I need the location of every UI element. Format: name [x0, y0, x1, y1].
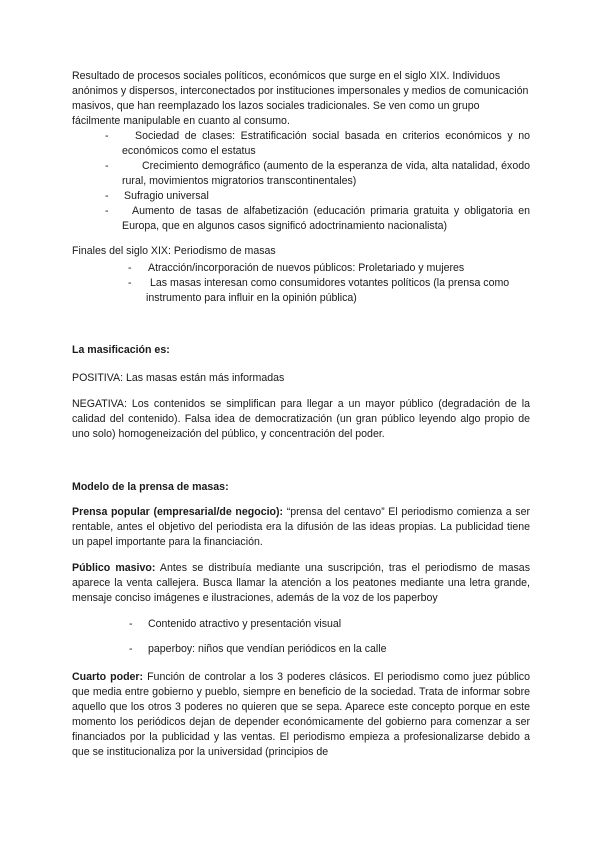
finales-list-item-1: Atracción/incorporación de nuevos públicos: Proletariado y mujeres [148, 262, 465, 274]
finales-list-item-2: Las masas interesan como consumidores votantes políticos (la prensa como instrumento para influir en la opinión pública) [146, 277, 510, 304]
intro-list-item-3: Sufragio universal [124, 190, 209, 202]
publico-masivo-paragraph [72, 561, 530, 606]
bullet-marker: - [128, 277, 132, 289]
masivo-list-item-2: paperboy: niños que vendían periódicos en la calle [148, 643, 387, 655]
modelo-heading: Modelo de la prensa de masas: [72, 481, 229, 493]
bullet-marker: - [105, 160, 109, 172]
intro-list-item-2: Crecimiento demográfico (aumento de la esperanza de vida, alta natalidad, éxodo rural, movimientos migratorios transcontinentales) [122, 160, 530, 187]
positiva-paragraph: POSITIVA: Las masas están más informadas [72, 372, 285, 384]
bullet-marker: - [105, 130, 109, 142]
bullet-marker: - [105, 190, 109, 202]
finales-heading: Finales del siglo XIX: Periodismo de masas [72, 245, 276, 257]
cuarto-poder-paragraph [72, 670, 530, 760]
prensa-popular-paragraph [72, 505, 530, 550]
masivo-list-item-1: Contenido atractivo y presentación visual [148, 618, 342, 630]
publico-masivo-text: Antes se distribuía mediante una suscripción, tras el periodismo de masas aparece la venta callejera. Busca llamar la atención a los peatones mediante una letra grande, mensaje conciso imágenes e ilustraciones, además de la voz de los paperboy [72, 562, 530, 604]
prensa-popular-label: Prensa popular (empresarial/de negocio): [72, 506, 284, 518]
cuarto-poder-text: Función de controlar a los 3 poderes clásicos. El periodismo como juez público que media entre gobierno y pueblo, siempre en beneficio de la sociedad. Trata de informar sobre aquello que los otros 3 poderes no quieren que se sepa. Aparece este concepto porque en este momento los periódicos dejan de depender económicamente del gobierno para comenzar a ser financiados por la publicidad y las ventas. El periodismo empieza a profesionalizarse debido a que se institucionaliza por la universidad (principios de [72, 671, 530, 758]
intro-list-item-4: Aumento de tasas de alfabetización (educación primaria gratuita y obligatoria en Europa, que en algunos casos significó adoctrinamiento nacionalista) [122, 205, 530, 232]
prensa-popular-text: “prensa del centavo” El periodismo comienza a ser rentable, antes el objetivo del periodista era la difusión de las ideas propias. La publicidad tiene un papel importante para la financiación. [72, 506, 530, 548]
bullet-marker: - [129, 643, 133, 655]
bullet-marker: - [129, 618, 133, 630]
negativa-paragraph: NEGATIVA: Los contenidos se simplifican para llegar a un mayor público (degradación de la calidad del contenido). Falsa idea de democratización (un gran público leyendo algo propio de uno solo) homogeneización del público, y concentración del poder. [72, 398, 530, 440]
masificacion-heading: La masificación es: [72, 344, 170, 356]
bullet-marker: - [128, 262, 132, 274]
intro-list-item-1: Sociedad de clases: Estratificación social basada en criterios económicos y no económicos como el estatus [122, 130, 530, 157]
publico-masivo-label: Público masivo: [72, 562, 156, 574]
bullet-marker: - [105, 205, 109, 217]
intro-paragraph: Resultado de procesos sociales políticos, económicos que surge en el siglo XIX. Individuos anónimos y dispersos, interconectados por instituciones impersonales y medios de comunicación masivos, que han reemplazado los lazos sociales tradicionales. Se ven como un grupo fácilmente manipulable en cuanto al consumo. [72, 70, 529, 127]
cuarto-poder-label: Cuarto poder: [72, 671, 144, 683]
